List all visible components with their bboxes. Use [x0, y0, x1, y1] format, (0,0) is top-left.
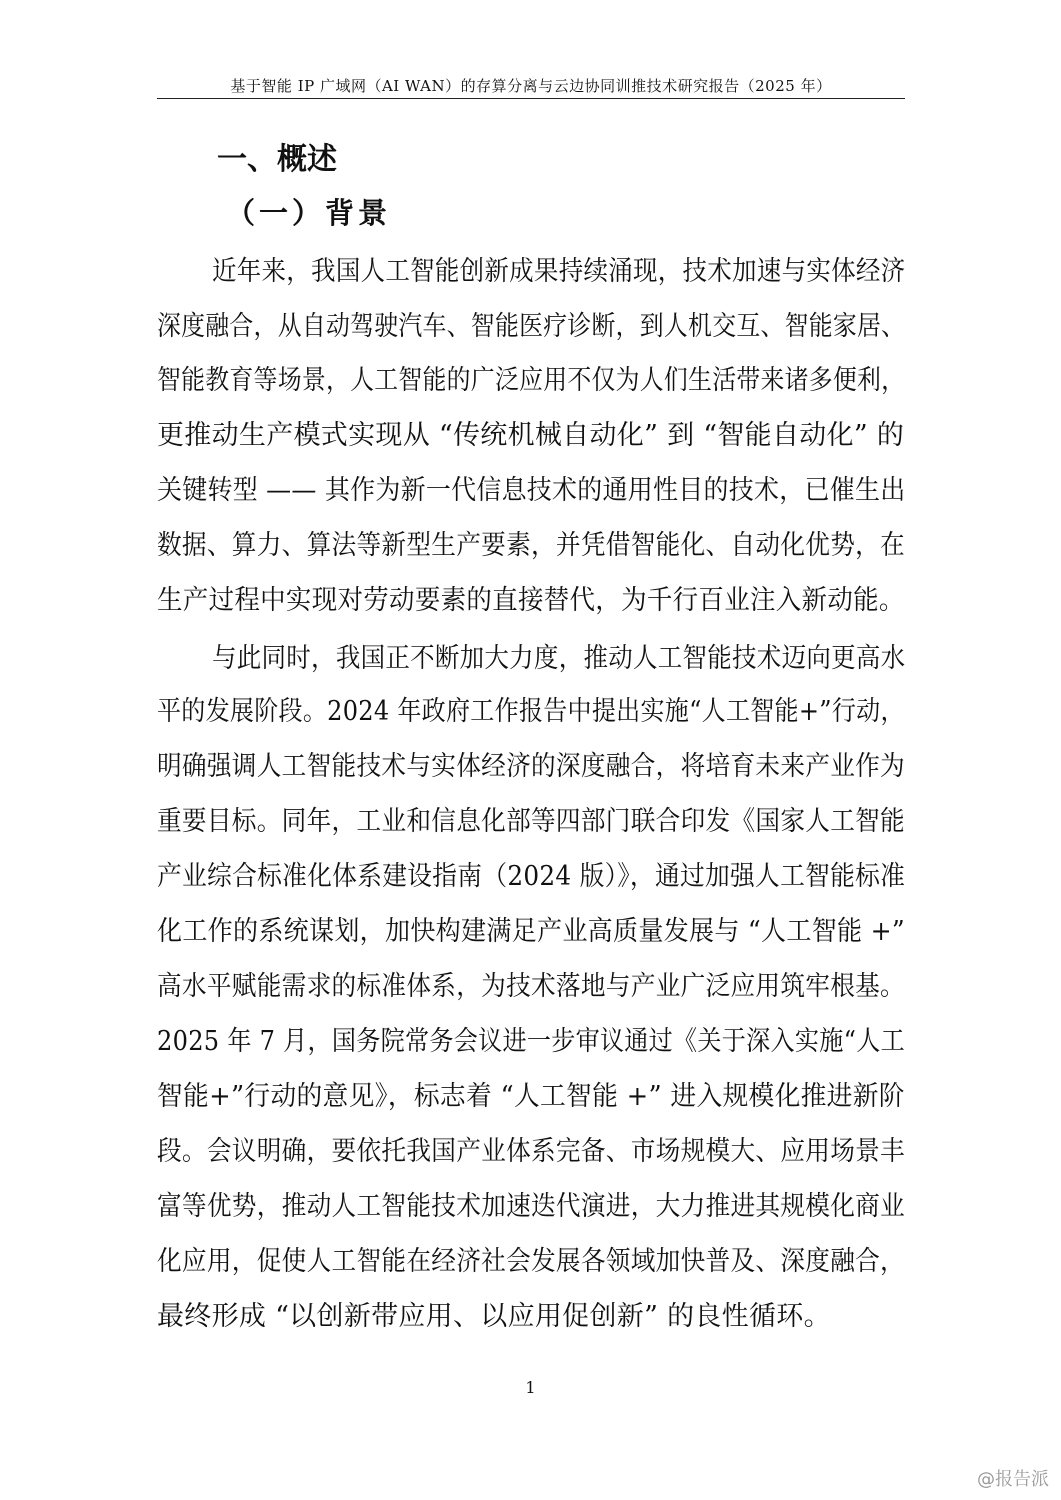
body-text-line: 最终形成 “以创新带应用、以应用促创新” 的良性循环。	[157, 1301, 831, 1332]
body-text-line: 产业综合标准化体系建设指南（2024 版）》，通过加强人工智能标准	[157, 861, 906, 892]
watermark-text: @报告派	[977, 1469, 1049, 1490]
body-text-line: 2025 年 7 月，国务院常务会议进一步审议通过《关于深入实施“人工	[157, 1026, 905, 1057]
running-header-title: 基于智能 IP 广域网（AI WAN）的存算分离与云边协同训推技术研究报告（2025 年）	[230, 77, 832, 95]
body-text-line: 智能教育等场景，人工智能的广泛应用不仅为人们生活带来诸多便利，	[157, 365, 906, 396]
body-text-line: 高水平赋能需求的标准体系，为技术落地与产业广泛应用筑牢根基。	[157, 971, 905, 1002]
body-text-line: 重要目标。同年，工业和信息化部等四部门联合印发《国家人工智能	[157, 806, 905, 837]
body-text-line: 关键转型 —— 其作为新一代信息技术的通用性目的技术，已催生出	[157, 475, 906, 506]
body-text-line: 平的发展阶段。2024 年政府工作报告中提出实施“人工智能+”行动，	[157, 696, 905, 727]
body-text-line: 明确强调人工智能技术与实体经济的深度融合，将培育未来产业作为	[157, 751, 905, 782]
section-heading: 一、概述	[217, 142, 337, 177]
body-text-line: 化工作的系统谋划，加快构建满足产业高质量发展与 “人工智能 +”	[157, 916, 905, 947]
page-number: 1	[525, 1378, 536, 1397]
body-text-line: 与此同时，我国正不断加大力度，推动人工智能技术迈向更高水	[212, 643, 906, 674]
body-text-line: 富等优势，推动人工智能技术加速迭代演进，大力推进其规模化商业	[157, 1191, 905, 1222]
header-divider	[157, 98, 905, 99]
body-text-line: 智能+”行动的意见》，标志着 “人工智能 +” 进入规模化推进新阶	[157, 1081, 905, 1112]
body-text-line: 段。会议明确，要依托我国产业体系完备、市场规模大、应用场景丰	[157, 1136, 905, 1167]
body-text-line: 深度融合，从自动驾驶汽车、智能医疗诊断，到人机交互、智能家居、	[157, 311, 906, 342]
body-text-line: 化应用，促使人工智能在经济社会发展各领域加快普及、深度融合，	[157, 1246, 905, 1277]
body-text-line: 数据、算力、算法等新型生产要素，并凭借智能化、自动化优势，在	[157, 530, 905, 561]
body-text-line: 生产过程中实现对劳动要素的直接替代，为千行百业注入新动能。	[157, 585, 905, 616]
body-text-line: 更推动生产模式实现从 “传统机械自动化” 到 “智能自动化” 的	[157, 420, 905, 451]
body-text-line: 近年来，我国人工智能创新成果持续涌现，技术加速与实体经济	[212, 256, 906, 287]
subsection-heading: （一）背景	[226, 196, 392, 230]
